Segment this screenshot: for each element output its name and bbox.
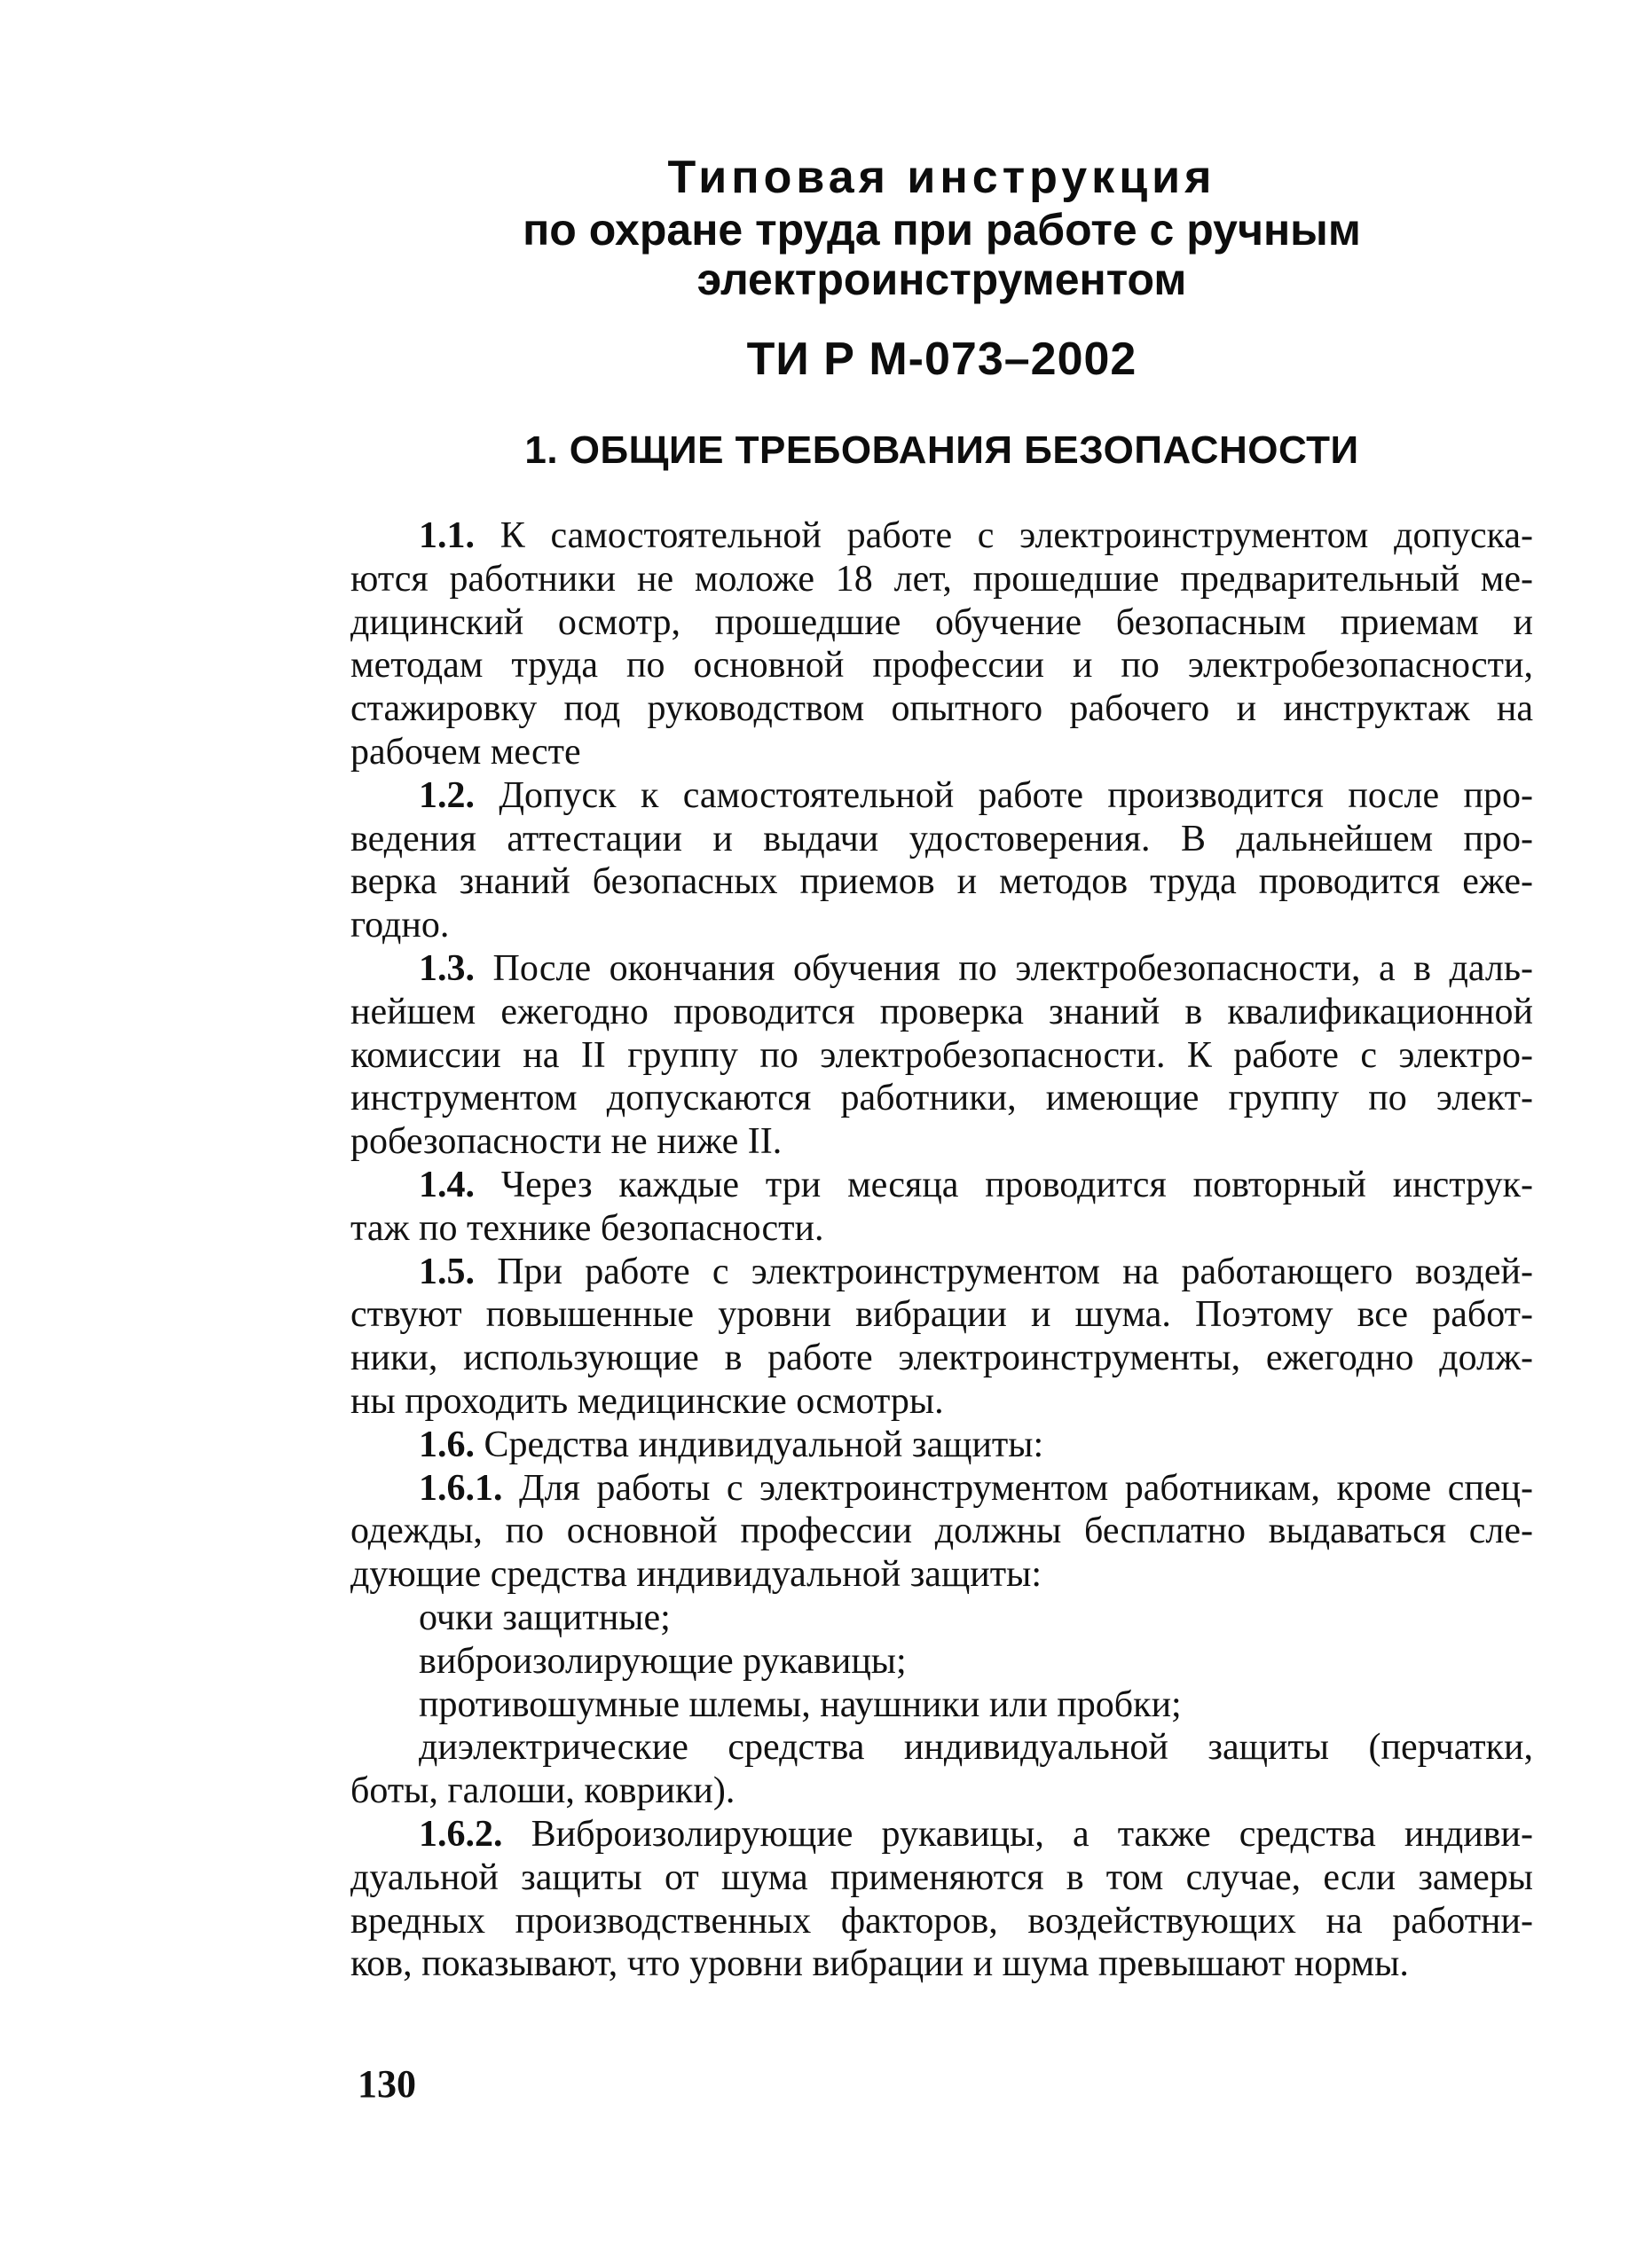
document-code: ТИ Р М-073–2002 — [746, 334, 1137, 385]
text-line: ков, показывают, что уровни вибрации и шума превышают нормы. — [350, 1943, 1409, 1985]
text-line: 1.5. При работе с электроинструментом на работающего воздей- — [419, 1251, 1533, 1292]
text-line: ствуют повышенные уровни вибрации и шума. Поэтому все работ- — [350, 1294, 1533, 1336]
list-item: противошумные шлемы, наушники или пробки; — [419, 1683, 1182, 1725]
clause-number: 1.4. — [419, 1164, 475, 1205]
text-line: 1.6.1. Для работы с электроинструментом работникам, кроме спец- — [419, 1467, 1533, 1509]
list-item: диэлектрические средства индивидуальной защиты (перчатки, — [419, 1727, 1533, 1769]
title-line-1: Типовая инструкция — [667, 152, 1216, 203]
clause-number: 1.6.2. — [419, 1813, 503, 1855]
text-line: 1.2. Допуск к самостоятельной работе производится после про- — [419, 774, 1533, 816]
text-line: вредных производственных факторов, воздействующих на работни- — [350, 1900, 1533, 1942]
text-line: ны проходить медицинские осмотры. — [350, 1380, 944, 1422]
section-heading: 1. ОБЩИЕ ТРЕБОВАНИЯ БЕЗОПАСНОСТИ — [524, 428, 1359, 472]
text-line: 1.3. После окончания обучения по электробезопасности, а в даль- — [419, 947, 1533, 989]
text-line: стажировку под руководством опытного рабочего и инструктаж на — [350, 688, 1533, 730]
clause-number: 1.3. — [419, 947, 475, 989]
text-line: методам труда по основной профессии и по электробезопасности, — [350, 645, 1533, 687]
text-line: ники, использующие в работе электроинструменты, ежегодно долж- — [350, 1338, 1533, 1379]
text-line: комиссии на II группу по электробезопасности. К работе с электро- — [350, 1034, 1533, 1076]
text-line: 1.4. Через каждые три месяца проводится повторный инструк- — [419, 1164, 1533, 1205]
list-item-continuation: боты, галоши, коврики). — [350, 1770, 735, 1812]
clause-number: 1.1. — [419, 515, 475, 556]
text-line: дицинский осмотр, прошедшие обучение безопасным приемам и — [350, 601, 1533, 643]
clause-number: 1.5. — [419, 1251, 475, 1292]
text-line: 1.6.2. Виброизолирующие рукавицы, а также средства индиви- — [419, 1813, 1533, 1855]
text-line: дуальной защиты от шума применяются в том случае, если замеры — [350, 1856, 1533, 1898]
text-line: одежды, по основной профессии должны бесплатно выдаваться сле- — [350, 1511, 1533, 1552]
text-line: 1.1. К самостоятельной работе с электроинструментом допуска- — [419, 515, 1533, 556]
title-line-2: по охране труда при работе с ручным — [523, 205, 1361, 255]
text-line: дующие средства индивидуальной защиты: — [350, 1554, 1042, 1596]
text-line: рабочем месте — [350, 731, 581, 773]
text-line: 1.6. Средства индивидуальной защиты: — [419, 1424, 1044, 1465]
list-item: виброизолирующие рукавицы; — [419, 1640, 907, 1682]
text-line: ведения аттестации и выдачи удостоверения. В дальнейшем про- — [350, 818, 1533, 859]
text-line: годно. — [350, 905, 450, 946]
text-line: инструментом допускаются работники, имеющие группу по элект- — [350, 1078, 1533, 1119]
text-line: нейшем ежегодно проводится проверка знаний в квалификационной — [350, 991, 1533, 1032]
title-line-3: электроинструментом — [696, 255, 1187, 304]
clause-number: 1.6.1. — [419, 1467, 503, 1509]
text-line: верка знаний безопасных приемов и методов труда проводится еже- — [350, 861, 1533, 903]
clause-number: 1.2. — [419, 774, 475, 816]
list-item: очки защитные; — [419, 1597, 671, 1638]
body-text — [350, 514, 1533, 1986]
text-line: робезопасности не ниже II. — [350, 1121, 783, 1163]
text-line: таж по технике безопасности. — [350, 1207, 824, 1249]
clause-number: 1.6. — [419, 1424, 475, 1465]
text-line: ются работники не моложе 18 лет, прошедшие предварительный ме- — [350, 558, 1533, 600]
page-number: 130 — [358, 2062, 416, 2106]
